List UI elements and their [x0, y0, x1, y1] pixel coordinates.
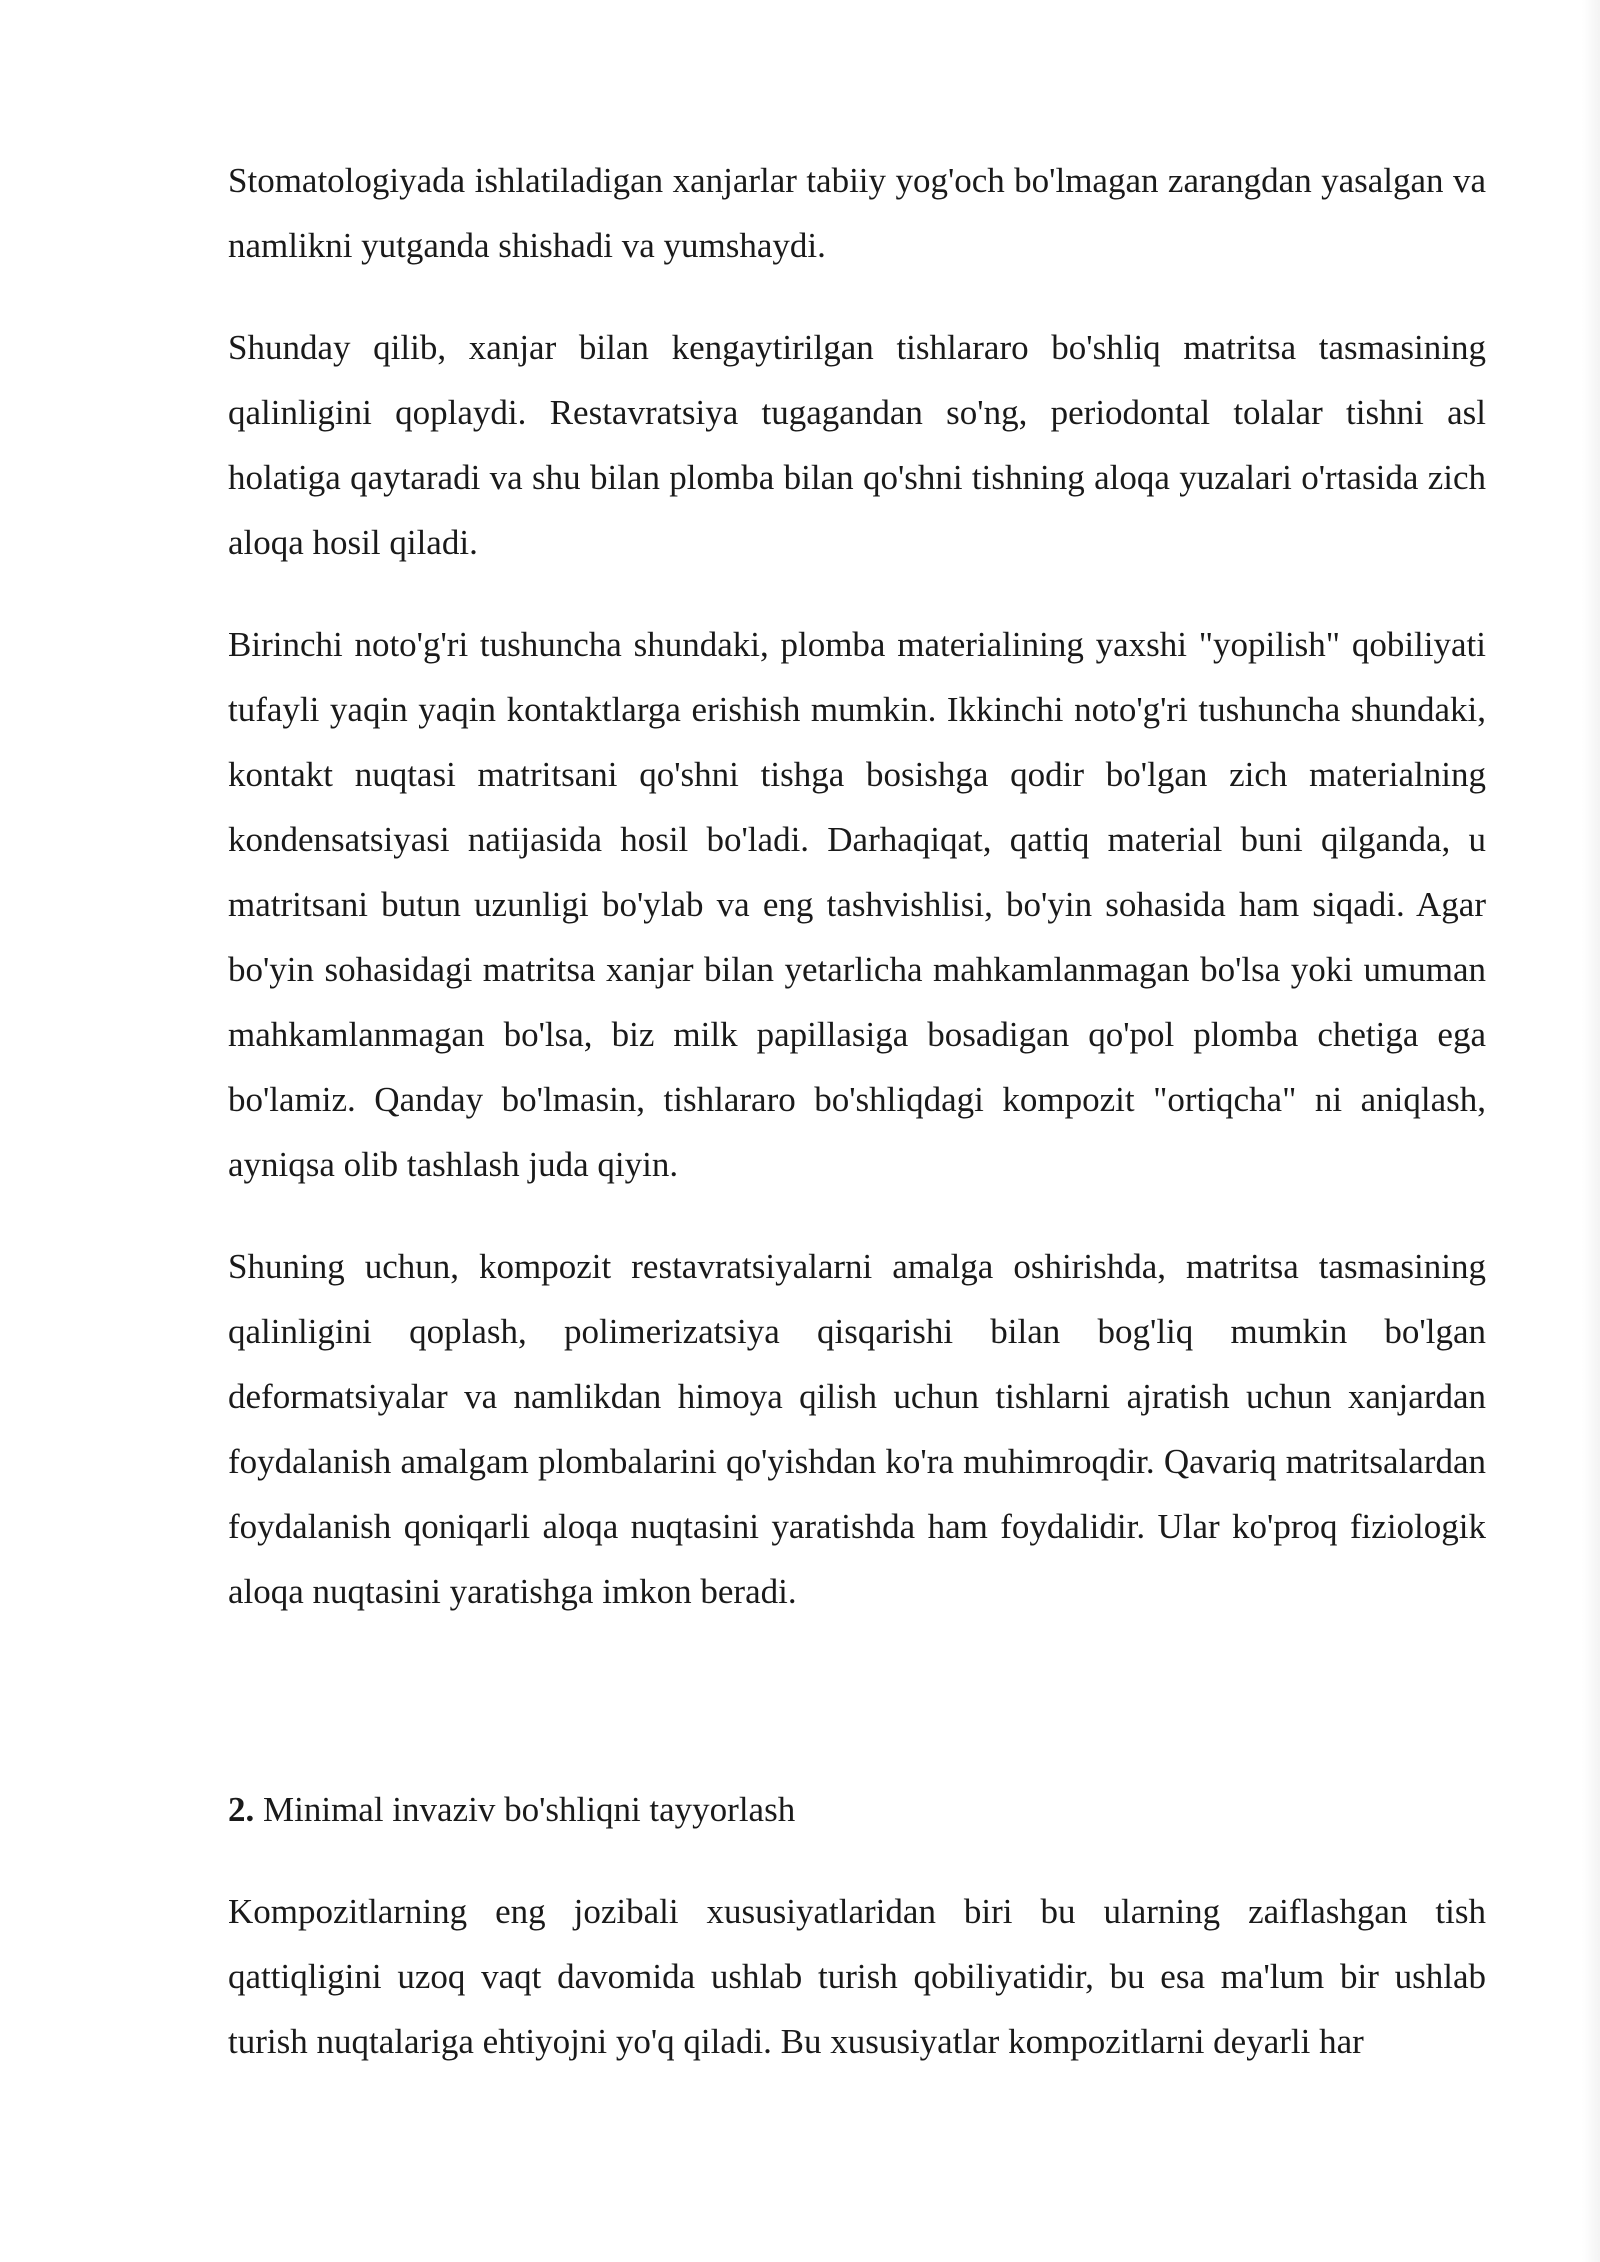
paragraph-wedge-material: Stomatologiyada ishlatiladigan xanjarlar tabiiy yog'och bo'lmagan zarangdan yasalgan va namlikni yutganda shishadi va yumshaydi. [228, 161, 1486, 265]
paragraph-wedge-importance: Shuning uchun, kompozit restavratsiyalarni amalga oshirishda, matritsa tasmasining qalinligini qoplash, polimerizatsiya qisqarishi bilan bog'liq mumkin bo'lgan deformatsiyalar va namlikdan himoya qilish uchun tishlarni ajratish uchun xanjardan foydalanish amalgam plombalarini qo'yishdan ko'ra muhimroqdir. Qavariq matritsalardan foydalanish qoniqarli aloqa nuqtasini yaratishda ham foydalidir. Ular ko'proq fiziologik aloqa nuqtasini yaratishga imkon beradi. [228, 1247, 1486, 1611]
paragraph-interdental-space: Shunday qilib, xanjar bilan kengaytirilgan tishlararo bo'shliq matritsa tasmasining qalinligini qoplaydi. Restavratsiya tugagandan so'ng, periodontal tolalar tishni asl holatiga qaytaradi va shu bilan plomba bilan qo'shni tishning aloqa yuzalari o'rtasida zich aloqa hosil qiladi. [228, 328, 1486, 562]
page-edge-shade [1582, 0, 1600, 2262]
section-title: Minimal invaziv bo'shliqni tayyorlash [254, 1790, 796, 1829]
document-body [228, 148, 1486, 2111]
section-number: 2. [228, 1790, 255, 1829]
paragraph-misconceptions: Birinchi noto'g'ri tushuncha shundaki, plomba materialining yaxshi "yopilish" qobiliyati tufayli yaqin yaqin kontaktlarga erishish mumkin. Ikkinchi noto'g'ri tushuncha shundaki, kontakt nuqtasi matritsani qo'shni tishga bosishga qodir bo'lgan zich materialning kondensatsiyasi natijasida hosil bo'ladi. Darhaqiqat, qattiq material buni qilganda, u matritsani butun uzunligi bo'ylab va eng tashvishlisi, bo'yin sohasida ham siqadi. Agar bo'yin sohasidagi matritsa xanjar bilan yetarlicha mahkamlanmagan bo'lsa yoki umuman mahkamlanmagan bo'lsa, biz milk papillasiga bosadigan qo'pol plomba chetiga ega bo'lamiz. Qanday bo'lmasin, tishlararo bo'shliqdagi kompozit "ortiqcha" ni aniqlash, ayniqsa olib tashlash juda qiyin. [228, 625, 1486, 1184]
section-heading [228, 1777, 1486, 1842]
paragraph-composite-properties: Kompozitlarning eng jozibali xususiyatlaridan biri bu ularning zaiflashgan tish qattiqligini uzoq vaqt davomida ushlab turish qobiliyatidir, bu esa ma'lum bir ushlab turish nuqtalariga ehtiyojni yo'q qiladi. Bu xususiyatlar kompozitlarni deyarli har [228, 1892, 1486, 2061]
